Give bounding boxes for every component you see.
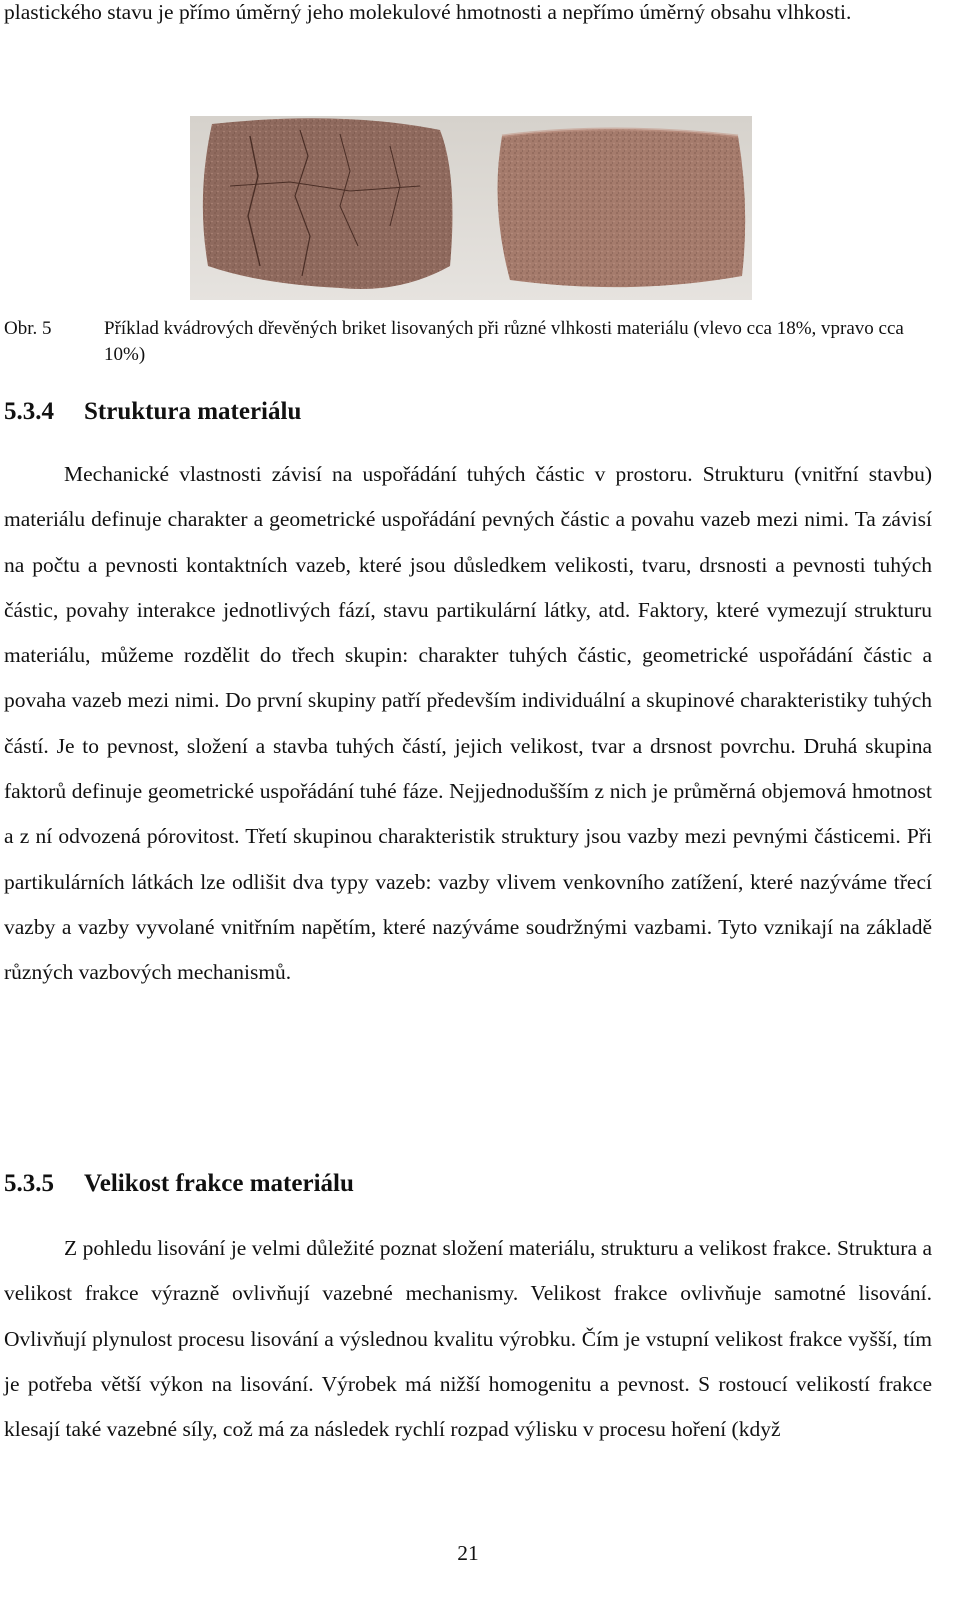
- section-title: Velikost frakce materiálu: [84, 1170, 354, 1197]
- figure-caption-number: Obr. 5: [4, 318, 52, 339]
- structure-paragraph: Mechanické vlastnosti závisí na uspořádání tuhých částic v prostoru. Strukturu (vnitřní stavbu) materiálu definuje charakter a geometrické uspořádání pevných částic a povahu vazeb mezi nimi. Ta závisí na počtu a pevnosti kontaktních vazeb, které jsou důsledkem velikosti, tvaru, drsnosti a pevnosti tuhých částic, povahy interakce jednotlivých fází, stavu partikulární látky, atd. Faktory, které vymezují strukturu materiálu, můžeme rozdělit do třech skupin: charakter tuhých částic, geometrické uspořádání částic a povaha vazeb mezi nimi. Do první skupiny patří především individuální a skupinové charakteristiky tuhých částí. Je to pevnost, složení a stavba tuhých částí, jejich velikost, tvar a drsnost povrchu. Druhá skupina faktorů definuje geometrické uspořádání tuhé fáze. Nejjednodušším z nich je průměrná objemová hmotnost a z ní odvozená pórovitost. Třetí skupinou charakteristik struktury jsou vazby mezi pevnými částicemi. Při partikulárních látkách lze odlišit dva typy vazeb: vazby vlivem venkovního zatížení, které nazýváme třecí vazby a vazby vyvolané vnitřním napětím, které nazýváme soudržnými vazbami. Tyto vznikají na základě různých vazbových mechanismů.: [4, 462, 932, 985]
- intro-paragraph: plastického stavu je přímo úměrný jeho molekulové hmotnosti a nepřímo úměrný obsahu vlhkosti.: [4, 0, 852, 24]
- fraction-size-paragraph: Z pohledu lisování je velmi důležité poznat složení materiálu, strukturu a velikost frakce. Struktura a velikost frakce výrazně ovlivňují vazebné mechanismy. Velikost frakce ovlivňuje samotné lisování. Ovlivňují plynulost procesu lisování a výslednou kvalitu výrobku. Čím je vstupní velikost frakce vyšší, tím je potřeba větší výkon na lisování. Výrobek má nižší homogenitu a pevnost. S rostoucí velikostí frakce klesají také vazebné síly, což má za následek rychlí rozpad výlisku v procesu hoření (když: [4, 1236, 932, 1442]
- briquettes-illustration: [190, 116, 752, 300]
- section-number: 5.3.4: [4, 398, 54, 425]
- section-heading-fraction-size: [4, 1170, 354, 1198]
- section-title: Struktura materiálu: [84, 398, 302, 425]
- figure-caption-text: Příklad kvádrových dřevěných briket lisovaných při různé vlhkosti materiálu (vlevo cca 18%, vpravo cca 10%): [104, 318, 904, 365]
- page-number: 21: [457, 1541, 479, 1565]
- section-number: 5.3.5: [4, 1170, 54, 1197]
- briquettes-photo: [190, 116, 752, 300]
- section-heading-structure: [4, 398, 301, 426]
